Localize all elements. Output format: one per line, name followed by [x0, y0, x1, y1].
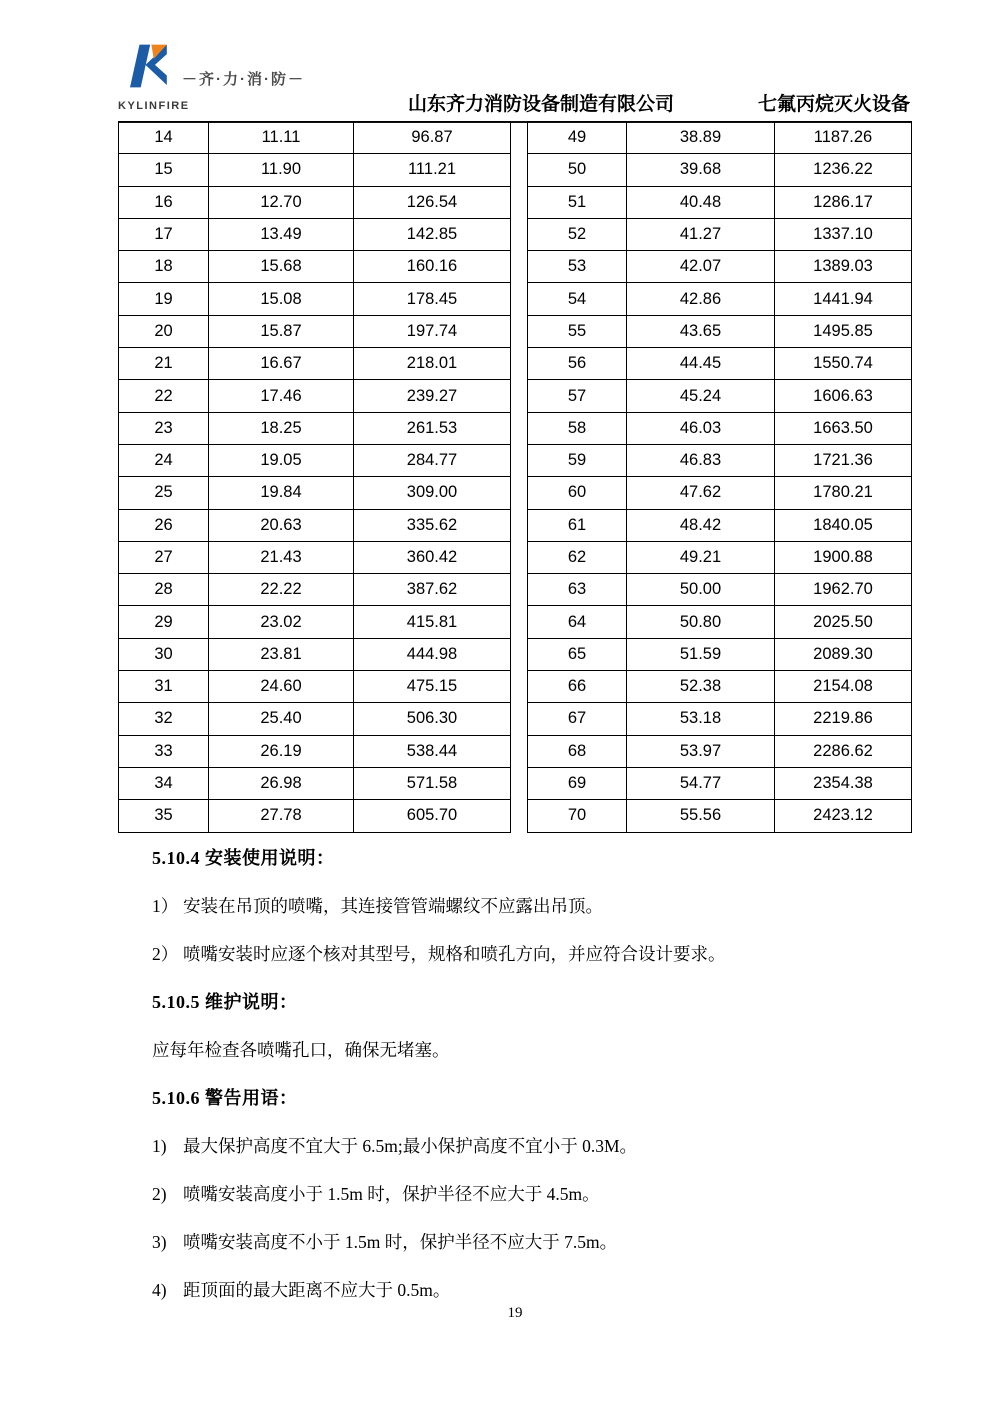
table-row [119, 154, 511, 186]
table-cell: 65 [528, 638, 627, 670]
table-cell: 1495.85 [775, 315, 912, 347]
table-cell: 27 [119, 541, 209, 573]
table-cell: 1441.94 [775, 283, 912, 315]
warning-item-4 [152, 1278, 876, 1302]
table-row [119, 380, 511, 412]
table-cell: 21.43 [209, 541, 354, 573]
table-cell: 1663.50 [775, 412, 912, 444]
table-cell: 1606.63 [775, 380, 912, 412]
table-row [119, 671, 511, 703]
table-cell: 49.21 [627, 541, 775, 573]
kylinfire-logo-icon [130, 44, 168, 88]
table-cell: 178.45 [354, 283, 511, 315]
table-cell: 2025.50 [775, 606, 912, 638]
item-text: 喷嘴安装高度不小于 1.5m 时，保护半径不应大于 7.5m。 [183, 1232, 618, 1252]
table-cell: 22 [119, 380, 209, 412]
table-cell: 50.00 [627, 574, 775, 606]
table-cell: 67 [528, 703, 627, 735]
brand-wordmark: KYLINFIRE [118, 100, 190, 112]
item-marker: 1） [152, 896, 179, 916]
table-cell: 62 [528, 541, 627, 573]
table-row [528, 380, 912, 412]
table-cell: 44.45 [627, 348, 775, 380]
table-cell: 58 [528, 412, 627, 444]
table-row [119, 186, 511, 218]
data-table-left-body [119, 122, 511, 833]
table-cell: 605.70 [354, 800, 511, 832]
table-cell: 444.98 [354, 638, 511, 670]
table-cell: 47.62 [627, 477, 775, 509]
table-cell: 261.53 [354, 412, 511, 444]
table-row [528, 251, 912, 283]
table-cell: 17.46 [209, 380, 354, 412]
table-row [119, 218, 511, 250]
table-cell: 1550.74 [775, 348, 912, 380]
table-cell: 54 [528, 283, 627, 315]
table-cell: 14 [119, 122, 209, 154]
table-cell: 2089.30 [775, 638, 912, 670]
table-cell: 25 [119, 477, 209, 509]
table-cell: 61 [528, 509, 627, 541]
table-cell: 25.40 [209, 703, 354, 735]
table-cell: 24 [119, 444, 209, 476]
table-cell: 111.21 [354, 154, 511, 186]
table-cell: 15.08 [209, 283, 354, 315]
table-cell: 18.25 [209, 412, 354, 444]
section-heading-maintenance: 5.10.5 维护说明： [152, 992, 298, 1012]
table-cell: 51.59 [627, 638, 775, 670]
table-cell: 96.87 [354, 122, 511, 154]
table-row [119, 348, 511, 380]
table-row [528, 800, 912, 832]
table-cell: 28 [119, 574, 209, 606]
table-row [528, 444, 912, 476]
table-cell: 1840.05 [775, 509, 912, 541]
table-cell: 16 [119, 186, 209, 218]
table-cell: 571.58 [354, 767, 511, 799]
table-row [119, 251, 511, 283]
table-cell: 68 [528, 735, 627, 767]
table-row [119, 477, 511, 509]
table-cell: 50.80 [627, 606, 775, 638]
table-cell: 52.38 [627, 671, 775, 703]
table-cell: 142.85 [354, 218, 511, 250]
table-cell: 18 [119, 251, 209, 283]
table-row [119, 541, 511, 573]
item-text: 距顶面的最大距离不应大于 0.5m。 [183, 1280, 451, 1300]
table-cell: 46.03 [627, 412, 775, 444]
table-cell: 33 [119, 735, 209, 767]
item-marker: 1) [152, 1136, 167, 1156]
table-row [528, 348, 912, 380]
installation-item-2 [152, 942, 876, 966]
table-row [119, 767, 511, 799]
table-cell: 2286.62 [775, 735, 912, 767]
table-cell: 22.22 [209, 574, 354, 606]
table-row [528, 218, 912, 250]
table-row [528, 315, 912, 347]
table-cell: 1236.22 [775, 154, 912, 186]
table-cell: 20.63 [209, 509, 354, 541]
table-cell: 34 [119, 767, 209, 799]
table-cell: 2354.38 [775, 767, 912, 799]
page-header [118, 38, 912, 123]
table-cell: 1780.21 [775, 477, 912, 509]
table-cell: 23 [119, 412, 209, 444]
table-cell: 51 [528, 186, 627, 218]
table-cell: 11.11 [209, 122, 354, 154]
table-cell: 506.30 [354, 703, 511, 735]
section-heading-warnings: 5.10.6 警告用语： [152, 1088, 298, 1108]
table-cell: 45.24 [627, 380, 775, 412]
table-cell: 19.05 [209, 444, 354, 476]
table-row [528, 283, 912, 315]
product-name: 七氟丙烷灭火设备 [757, 94, 910, 115]
table-cell: 49 [528, 122, 627, 154]
table-cell: 69 [528, 767, 627, 799]
table-cell: 59 [528, 444, 627, 476]
table-cell: 55 [528, 315, 627, 347]
table-cell: 218.01 [354, 348, 511, 380]
brand-slogan: －齐·力·消·防－ [182, 71, 305, 88]
maintenance-paragraph: 应每年检查各喷嘴孔口，确保无堵塞。 [152, 1040, 450, 1060]
table-cell: 48.42 [627, 509, 775, 541]
table-row [528, 606, 912, 638]
table-cell: 35 [119, 800, 209, 832]
table-cell: 197.74 [354, 315, 511, 347]
table-cell: 26.19 [209, 735, 354, 767]
table-cell: 387.62 [354, 574, 511, 606]
item-marker: 2） [152, 944, 179, 964]
table-row [119, 800, 511, 832]
table-cell: 42.07 [627, 251, 775, 283]
table-cell: 26 [119, 509, 209, 541]
table-row [119, 574, 511, 606]
table-cell: 52 [528, 218, 627, 250]
warning-item-2 [152, 1182, 876, 1206]
company-name: 山东齐力消防设备制造有限公司 [408, 94, 675, 115]
table-cell: 39.68 [627, 154, 775, 186]
table-cell: 40.48 [627, 186, 775, 218]
table-cell: 32 [119, 703, 209, 735]
table-row [119, 283, 511, 315]
warning-item-3 [152, 1230, 876, 1254]
table-cell: 284.77 [354, 444, 511, 476]
table-cell: 15.87 [209, 315, 354, 347]
table-cell: 56 [528, 348, 627, 380]
table-cell: 30 [119, 638, 209, 670]
table-cell: 13.49 [209, 218, 354, 250]
table-cell: 50 [528, 154, 627, 186]
table-cell: 19 [119, 283, 209, 315]
table-cell: 1286.17 [775, 186, 912, 218]
table-cell: 20 [119, 315, 209, 347]
table-row [119, 509, 511, 541]
table-cell: 43.65 [627, 315, 775, 347]
table-cell: 309.00 [354, 477, 511, 509]
item-text: 安装在吊顶的喷嘴，其连接管管端螺纹不应露出吊顶。 [183, 896, 603, 916]
table-cell: 538.44 [354, 735, 511, 767]
table-cell: 15 [119, 154, 209, 186]
table-cell: 21 [119, 348, 209, 380]
installation-item-1 [152, 894, 876, 918]
table-cell: 53.18 [627, 703, 775, 735]
table-cell: 2219.86 [775, 703, 912, 735]
table-row [528, 186, 912, 218]
table-cell: 38.89 [627, 122, 775, 154]
table-cell: 41.27 [627, 218, 775, 250]
body-sections [152, 846, 876, 1326]
table-row [528, 703, 912, 735]
table-cell: 60 [528, 477, 627, 509]
warning-item-1 [152, 1134, 876, 1158]
table-cell: 1187.26 [775, 122, 912, 154]
nozzle-data-tables [118, 121, 912, 833]
table-gap-spacer [511, 121, 527, 833]
table-cell: 17 [119, 218, 209, 250]
table-cell: 415.81 [354, 606, 511, 638]
item-marker: 2) [152, 1184, 167, 1204]
table-row [119, 444, 511, 476]
table-row [528, 574, 912, 606]
table-cell: 2423.12 [775, 800, 912, 832]
table-cell: 23.02 [209, 606, 354, 638]
table-cell: 160.16 [354, 251, 511, 283]
table-row [119, 638, 511, 670]
table-row [119, 703, 511, 735]
table-cell: 1962.70 [775, 574, 912, 606]
table-row [119, 735, 511, 767]
table-row [119, 315, 511, 347]
table-cell: 23.81 [209, 638, 354, 670]
table-cell: 26.98 [209, 767, 354, 799]
table-row [119, 606, 511, 638]
table-row [528, 477, 912, 509]
table-cell: 1389.03 [775, 251, 912, 283]
table-cell: 64 [528, 606, 627, 638]
table-cell: 1721.36 [775, 444, 912, 476]
table-cell: 1337.10 [775, 218, 912, 250]
table-cell: 54.77 [627, 767, 775, 799]
table-cell: 29 [119, 606, 209, 638]
table-cell: 475.15 [354, 671, 511, 703]
table-cell: 16.67 [209, 348, 354, 380]
table-cell: 53 [528, 251, 627, 283]
table-cell: 66 [528, 671, 627, 703]
table-row [528, 671, 912, 703]
table-cell: 63 [528, 574, 627, 606]
table-cell: 126.54 [354, 186, 511, 218]
table-cell: 53.97 [627, 735, 775, 767]
table-row [528, 154, 912, 186]
table-cell: 70 [528, 800, 627, 832]
item-marker: 4) [152, 1280, 167, 1300]
table-row [528, 509, 912, 541]
table-cell: 19.84 [209, 477, 354, 509]
table-row [528, 735, 912, 767]
table-cell: 31 [119, 671, 209, 703]
table-cell: 1900.88 [775, 541, 912, 573]
table-row [528, 541, 912, 573]
table-cell: 42.86 [627, 283, 775, 315]
table-cell: 24.60 [209, 671, 354, 703]
table-cell: 2154.08 [775, 671, 912, 703]
table-cell: 239.27 [354, 380, 511, 412]
table-row [119, 412, 511, 444]
section-heading-installation: 5.10.4 安装使用说明： [152, 848, 335, 868]
table-cell: 11.90 [209, 154, 354, 186]
table-cell: 55.56 [627, 800, 775, 832]
table-cell: 360.42 [354, 541, 511, 573]
table-row [119, 122, 511, 154]
page-number: 19 [507, 1305, 523, 1321]
table-row [528, 122, 912, 154]
table-cell: 27.78 [209, 800, 354, 832]
item-text: 喷嘴安装时应逐个核对其型号，规格和喷孔方向，并应符合设计要求。 [183, 944, 726, 964]
table-cell: 15.68 [209, 251, 354, 283]
table-row [528, 638, 912, 670]
table-row [528, 767, 912, 799]
item-text: 最大保护高度不宜大于 6.5m;最小保护高度不宜小于 0.3M。 [183, 1136, 638, 1156]
item-marker: 3) [152, 1232, 167, 1252]
item-text: 喷嘴安装高度小于 1.5m 时，保护半径不应大于 4.5m。 [183, 1184, 600, 1204]
table-cell: 335.62 [354, 509, 511, 541]
table-cell: 46.83 [627, 444, 775, 476]
data-table-left [118, 121, 511, 833]
table-cell: 57 [528, 380, 627, 412]
table-cell: 12.70 [209, 186, 354, 218]
table-row [528, 412, 912, 444]
data-table-right [527, 121, 912, 833]
data-table-right-body [528, 122, 912, 833]
